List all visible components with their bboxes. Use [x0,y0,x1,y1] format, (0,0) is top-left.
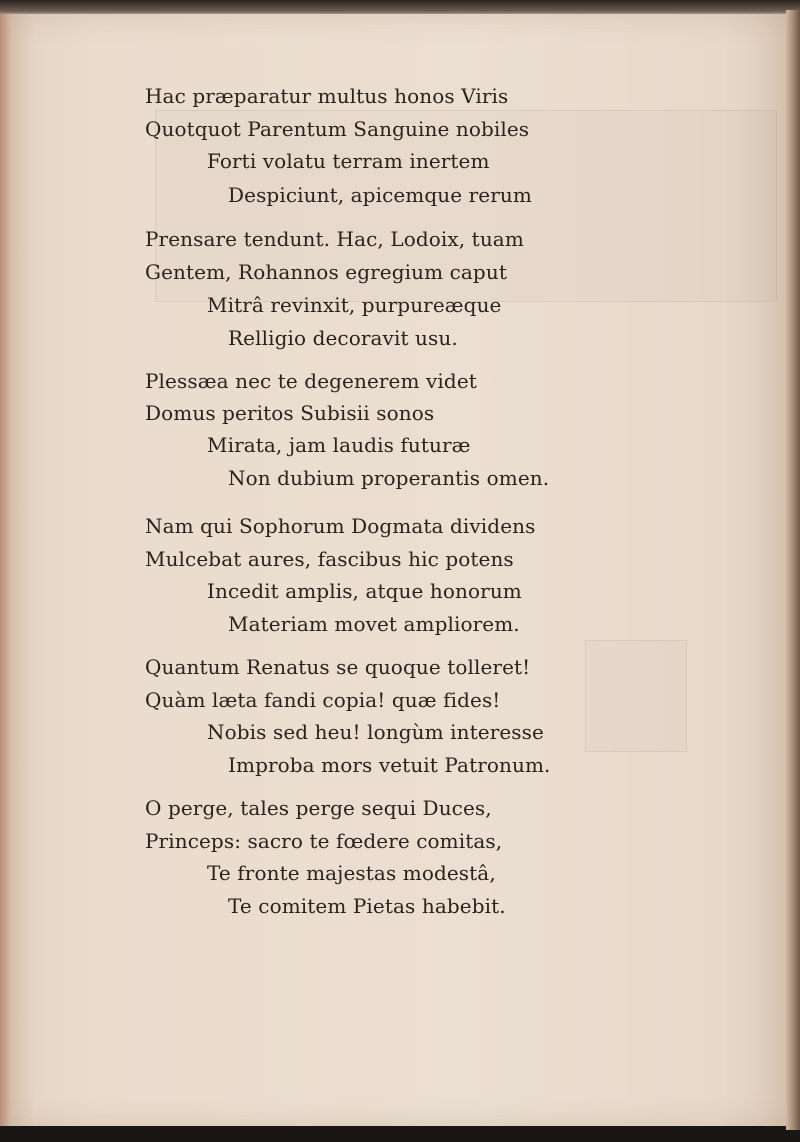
verse-line: Prensare tendunt. Hac, Lodoix, tuam [145,227,524,251]
verse-line: Quotquot Parentum Sanguine nobiles [145,117,530,141]
verse-line: Te comitem Pietas habebit. [228,894,506,918]
page-right-edge [786,10,800,1130]
verse-line: Princeps: sacro te fœdere comitas, [145,829,503,853]
verse-line: Domus peritos Subisii sonos [145,401,435,425]
verse-line: Despiciunt, apicemque rerum [228,183,532,207]
verse-line: Non dubium properantis omen. [228,466,550,490]
verse-line: Quàm læta fandi copia! quæ fides! [145,688,501,712]
verse-line: Improba mors vetuit Patronum. [228,753,551,777]
verse-line: Mitrâ revinxit, purpureæque [207,293,502,317]
verse-line: Materiam movet ampliorem. [228,612,520,636]
verse-line: Gentem, Rohannos egregium caput [145,260,507,284]
verse-line: Quantum Renatus se quoque tolleret! [145,655,531,679]
verse-line: Incedit amplis, atque honorum [207,579,522,603]
verse-line: Hac præparatur multus honos Viris [145,84,509,108]
verse-line: Nam qui Sophorum Dogmata dividens [145,514,536,538]
verse-line: Mirata, jam laudis futuræ [207,433,471,457]
verse-line: Mulcebat aures, fascibus hic potens [145,547,514,571]
verse-line: Relligio decoravit usu. [228,326,458,350]
verse-line: Forti volatu terram inertem [207,149,490,173]
verse-line: Plessæa nec te degenerem videt [145,369,477,393]
verse-line: Nobis sed heu! longùm interesse [207,720,544,744]
verse-line: Te fronte majestas modestâ, [207,861,496,885]
verse-line: O perge, tales perge sequi Duces, [145,796,492,820]
